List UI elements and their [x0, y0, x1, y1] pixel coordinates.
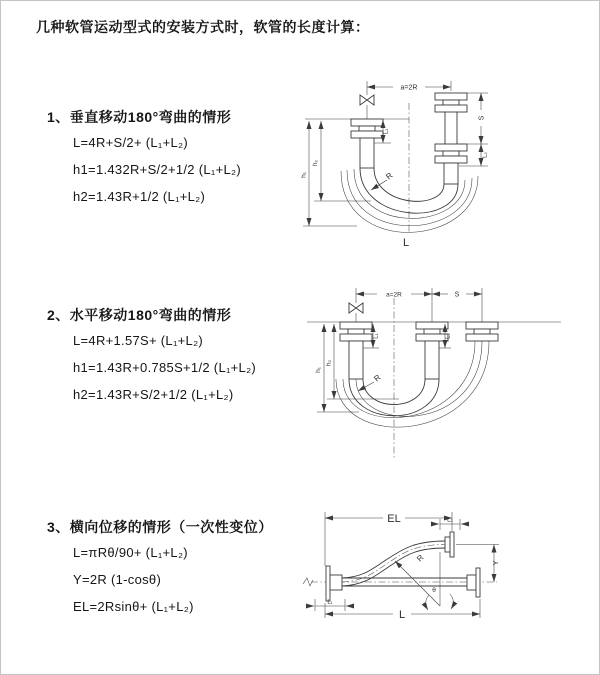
page-title: 几种软管运动型式的安装方式时，软管的长度计算： [36, 19, 370, 35]
section-3-formulas [73, 539, 194, 620]
middle-flange [416, 322, 448, 379]
svg-text:L₂: L₂ [445, 333, 452, 339]
svg-text:L₁: L₁ [383, 128, 390, 135]
svg-text:h₁: h₁ [315, 367, 322, 373]
right-flange [467, 568, 480, 597]
valve-icon [349, 288, 363, 322]
svg-text:L₂: L₂ [447, 517, 453, 524]
svg-text:a=2R: a=2R [386, 291, 402, 299]
dim-l2 [431, 518, 469, 531]
section-1-formulas [73, 129, 241, 210]
svg-text:a=2R: a=2R [400, 84, 418, 92]
dim-theta [426, 587, 454, 610]
svg-text:Y: Y [491, 560, 500, 566]
svg-text:EL: EL [387, 513, 401, 525]
diagram-horizontal-180-bend [299, 282, 591, 474]
formula-line: Y=2R (1-cosθ) [73, 572, 162, 587]
svg-text:L: L [398, 609, 406, 621]
dim-l-total [325, 599, 480, 621]
svg-text:h₁: h₁ [300, 172, 308, 178]
formula-line: h2=1.43R+1/2 (L₁+L₂) [73, 189, 206, 204]
dim-s [432, 292, 482, 299]
formula-line: L=4R+1.57S+ (L₁+L₂) [73, 333, 204, 348]
formula-line: h1=1.432R+S/2+1/2 (L₁+L₂) [73, 162, 241, 177]
s-curve-hose [342, 541, 445, 586]
dim-l-total: L [402, 237, 410, 249]
left-flange [340, 322, 372, 379]
top-flange [445, 532, 454, 557]
diagram-lateral-displacement [297, 504, 600, 656]
formula-line: L=πRθ/90+ (L₁+L₂) [73, 545, 188, 560]
formula-line: EL=2Rsinθ+ (L₁+L₂) [73, 599, 194, 614]
formula-line: L=4R+S/2+ (L₁+L₂) [73, 135, 188, 150]
section-2-formulas [73, 327, 256, 408]
svg-text:S: S [478, 115, 486, 121]
svg-text:θ: θ [432, 587, 436, 594]
left-flange [351, 119, 383, 168]
svg-text:h₂: h₂ [325, 359, 333, 367]
formula-line: h2=1.43R+S/2+1/2 (L₁+L₂) [73, 387, 234, 402]
svg-text:L₁: L₁ [373, 333, 380, 339]
section-3-heading: 3、横向位移的情形（一次性变位） [47, 519, 273, 535]
section-1-heading: 1、垂直移动180°弯曲的情形 [47, 109, 232, 125]
svg-text:S: S [454, 291, 460, 299]
svg-text:h₂: h₂ [312, 159, 319, 167]
svg-text:R: R [384, 170, 395, 182]
svg-text:L₁: L₁ [327, 599, 333, 606]
svg-text:R: R [415, 553, 426, 564]
dim-s [467, 93, 488, 144]
dim-span [367, 81, 451, 92]
dim-l1 [306, 599, 354, 611]
right-flange [466, 322, 498, 341]
svg-text:R: R [372, 372, 383, 384]
right-pipe [435, 93, 467, 184]
diagram-vertical-180-bend [299, 77, 591, 263]
valve-icon [360, 81, 374, 119]
svg-text:L₂: L₂ [482, 152, 489, 158]
formula-line: h1=1.43R+0.785S+1/2 (L₁+L₂) [73, 360, 257, 375]
dim-h1 [301, 121, 358, 226]
dim-span [356, 292, 432, 299]
dim-radius [395, 552, 440, 606]
left-flange [326, 566, 342, 601]
section-2-heading: 2、水平移动180°弯曲的情形 [47, 307, 232, 323]
